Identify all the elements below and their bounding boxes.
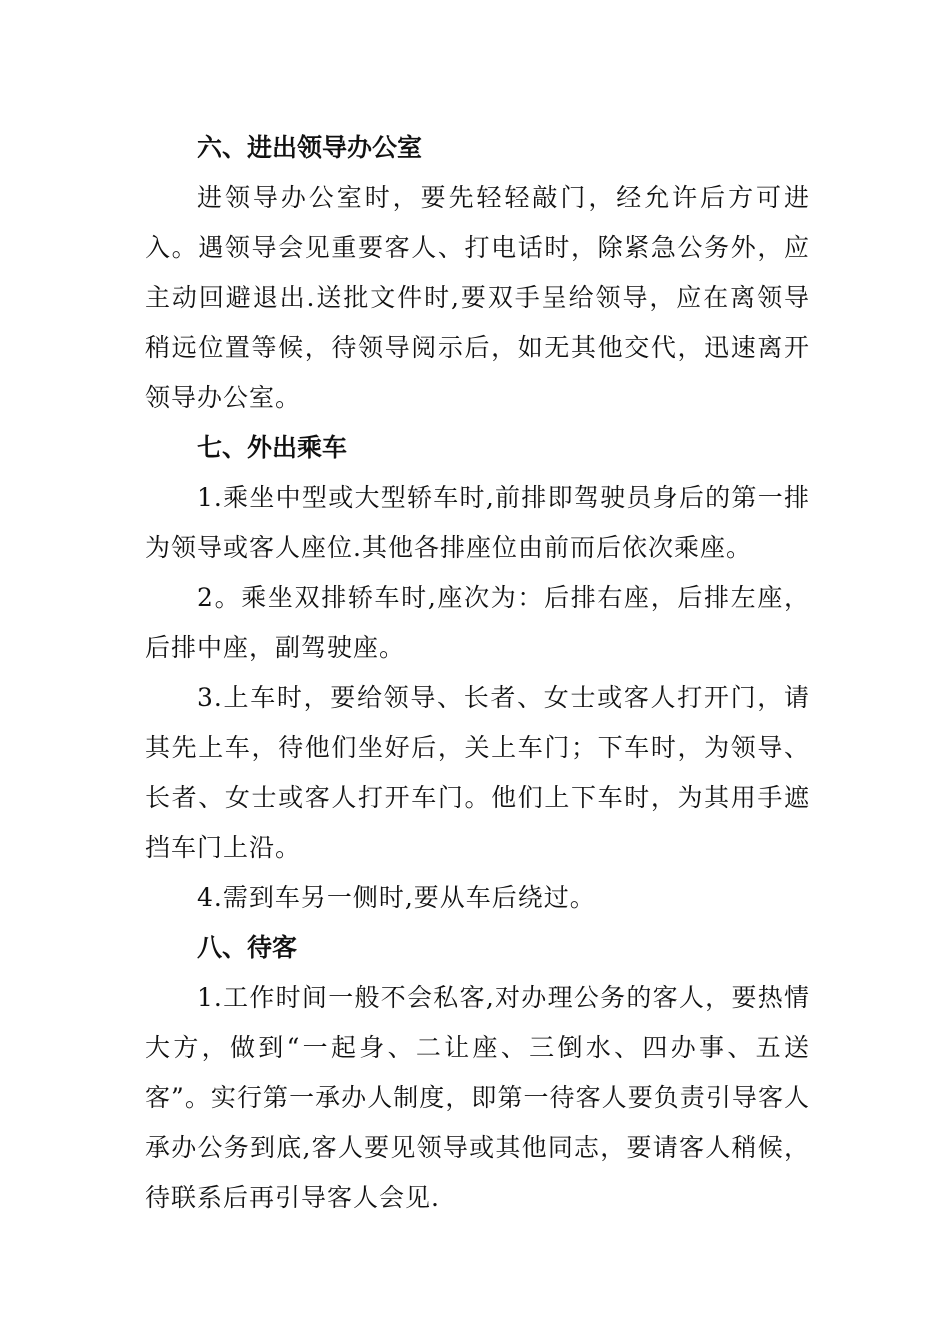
paragraph: 1.乘坐中型或大型轿车时,前排即驾驶员身后的第一排为领导或客人座位.其他各排座位由前而后依次乘座。 <box>145 483 810 562</box>
paragraph: 4.需到车另一侧时,要从车后绕过。 <box>197 883 596 912</box>
paragraph: 2。乘坐双排轿车时,座次为：后排右座，后排左座，后排中座，副驾驶座。 <box>145 583 810 662</box>
section-heading: 八、待客 <box>197 933 298 962</box>
document-body <box>145 123 810 1223</box>
paragraph: 进领导办公室时，要先轻轻敲门，经允许后方可进入。遇领导会见重要客人、打电话时，除紧急公务外，应主动回避退出.送批文件时,要双手呈给领导，应在离领导稍远位置等候，待领导阅示后，如无其他交代，迅速离开领导办公室。 <box>145 183 810 412</box>
section-heading: 六、进出领导办公室 <box>197 133 423 162</box>
paragraph: 3.上车时，要给领导、长者、女士或客人打开门，请其先上车，待他们坐好后，关上车门；下车时，为领导、长者、女士或客人打开车门。他们上下车时，为其用手遮挡车门上沿。 <box>145 683 810 862</box>
paragraph: 1.工作时间一般不会私客,对办理公务的客人，要热情大方，做到“一起身、二让座、三倒水、四办事、五送客”。实行第一承办人制度，即第一待客人要负责引导客人承办公务到底,客人要见领导或其他同志，要请客人稍候，待联系后再引导客人会见. <box>145 983 810 1212</box>
section-heading: 七、外出乘车 <box>197 433 348 462</box>
